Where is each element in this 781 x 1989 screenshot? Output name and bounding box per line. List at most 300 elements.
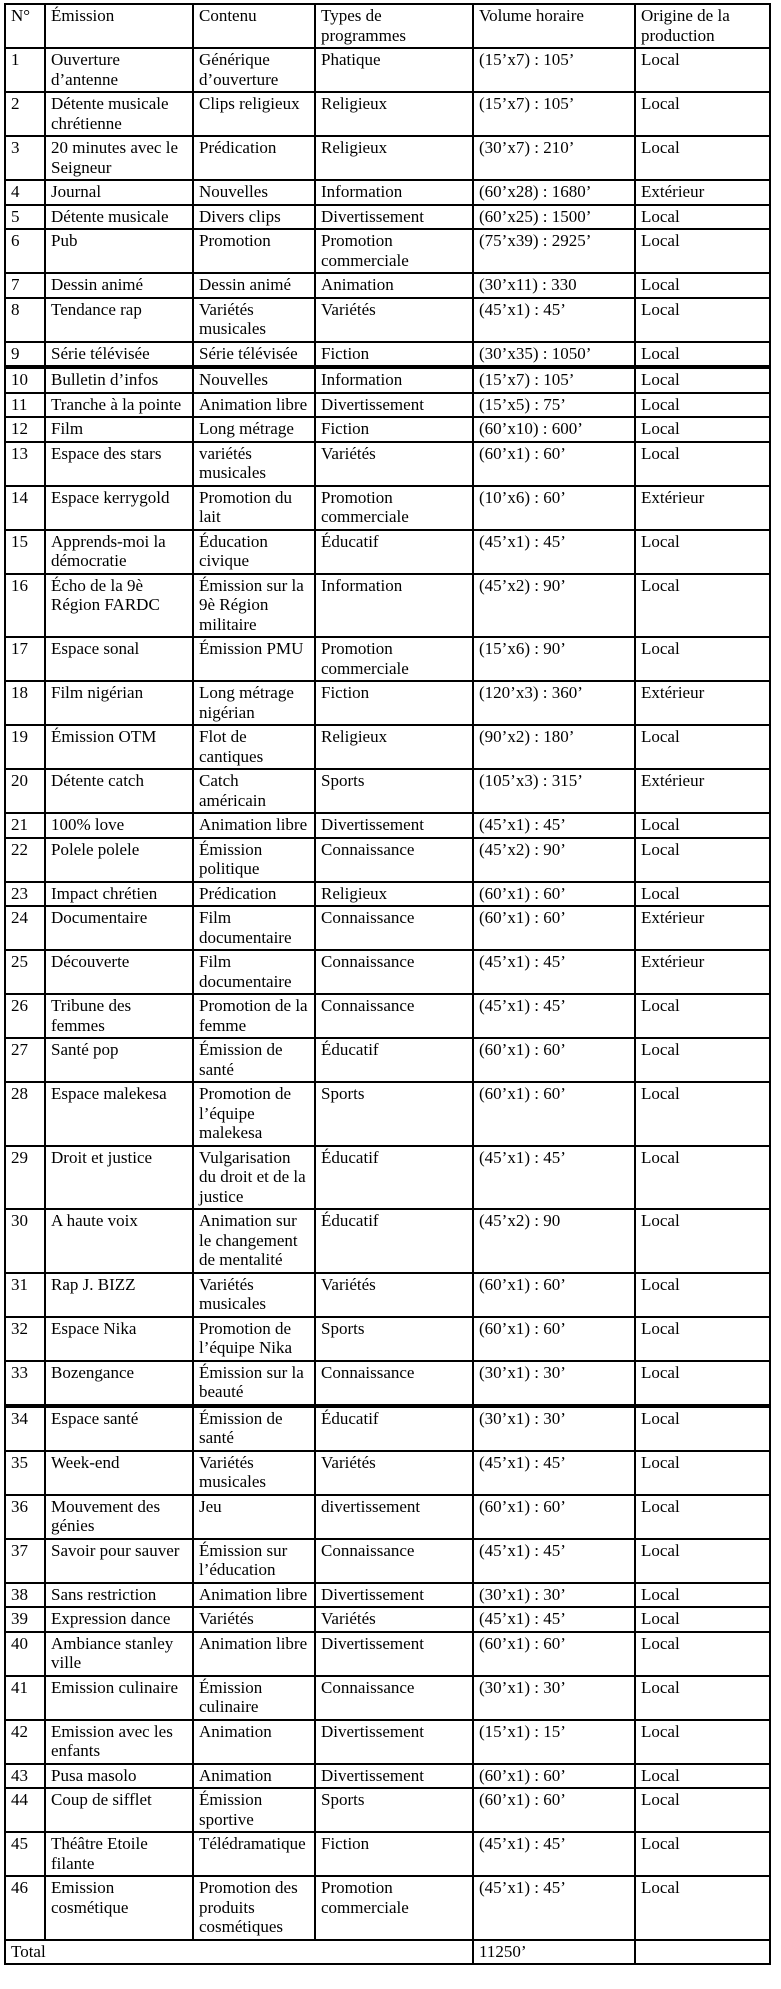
- origine-cell: Local: [635, 1876, 770, 1940]
- volume-cell: (75’x39) : 2925’: [473, 229, 635, 273]
- origine-cell: Local: [635, 1607, 770, 1632]
- num-cell: 9: [5, 342, 45, 368]
- volume-cell: (120’x3) : 360’: [473, 681, 635, 725]
- types-cell: Information: [315, 367, 473, 393]
- emission-cell: Théâtre Etoile filante: [45, 1832, 193, 1876]
- num-cell: 37: [5, 1539, 45, 1583]
- types-cell: Fiction: [315, 417, 473, 442]
- types-cell: Variétés: [315, 1607, 473, 1632]
- contenu-cell: Éducation civique: [193, 530, 315, 574]
- emission-cell: Emission avec les enfants: [45, 1720, 193, 1764]
- volume-cell: (60’x28) : 1680’: [473, 180, 635, 205]
- num-cell: 18: [5, 681, 45, 725]
- volume-cell: (60’x1) : 60’: [473, 1082, 635, 1146]
- table-row: [5, 1038, 770, 1082]
- origine-cell: Local: [635, 1539, 770, 1583]
- origine-cell: Local: [635, 417, 770, 442]
- emission-cell: Écho de la 9è Région FARDC: [45, 574, 193, 638]
- num-cell: 11: [5, 393, 45, 418]
- origine-cell: Local: [635, 813, 770, 838]
- contenu-cell: variétés musicales: [193, 442, 315, 486]
- contenu-cell: Émission sportive: [193, 1788, 315, 1832]
- table-header: [5, 4, 770, 48]
- volume-cell: (60’x25) : 1500’: [473, 205, 635, 230]
- emission-cell: A haute voix: [45, 1209, 193, 1273]
- table-row: [5, 92, 770, 136]
- volume-cell: (15’x5) : 75’: [473, 393, 635, 418]
- types-cell: Variétés: [315, 442, 473, 486]
- volume-cell: (45’x1) : 45’: [473, 1832, 635, 1876]
- num-cell: 13: [5, 442, 45, 486]
- emission-cell: Bozengance: [45, 1361, 193, 1406]
- num-cell: 42: [5, 1720, 45, 1764]
- volume-cell: (10’x6) : 60’: [473, 486, 635, 530]
- contenu-cell: Nouvelles: [193, 180, 315, 205]
- emission-cell: Tendance rap: [45, 298, 193, 342]
- table-row: [5, 882, 770, 907]
- table-row: [5, 1676, 770, 1720]
- num-cell: 45: [5, 1832, 45, 1876]
- volume-cell: (60’x1) : 60’: [473, 1788, 635, 1832]
- types-cell: Connaissance: [315, 1361, 473, 1406]
- emission-cell: Détente musicale chrétienne: [45, 92, 193, 136]
- table-row: [5, 637, 770, 681]
- table-row: [5, 574, 770, 638]
- contenu-cell: Émission de santé: [193, 1038, 315, 1082]
- contenu-cell: Animation sur le changement de mentalité: [193, 1209, 315, 1273]
- emission-cell: Espace Nika: [45, 1317, 193, 1361]
- volume-cell: (60’x1) : 60’: [473, 1632, 635, 1676]
- volume-cell: (15’x7) : 105’: [473, 367, 635, 393]
- types-cell: Connaissance: [315, 1676, 473, 1720]
- types-cell: divertissement: [315, 1495, 473, 1539]
- table-row: [5, 486, 770, 530]
- emission-cell: Impact chrétien: [45, 882, 193, 907]
- origine-cell: Local: [635, 1788, 770, 1832]
- table-row: [5, 1451, 770, 1495]
- emission-cell: Ouverture d’antenne: [45, 48, 193, 92]
- header-row: [5, 4, 770, 48]
- table-row: [5, 298, 770, 342]
- origine-cell: Local: [635, 1146, 770, 1210]
- num-cell: 35: [5, 1451, 45, 1495]
- origine-cell: Local: [635, 1209, 770, 1273]
- emission-cell: Journal: [45, 180, 193, 205]
- volume-cell: (90’x2) : 180’: [473, 725, 635, 769]
- emission-cell: Coup de sifflet: [45, 1788, 193, 1832]
- volume-cell: (60’x1) : 60’: [473, 442, 635, 486]
- types-cell: Phatique: [315, 48, 473, 92]
- volume-cell: (30’x1) : 30’: [473, 1676, 635, 1720]
- volume-cell: (45’x1) : 45’: [473, 1146, 635, 1210]
- emission-cell: Sans restriction: [45, 1583, 193, 1608]
- contenu-cell: Film documentaire: [193, 950, 315, 994]
- num-cell: 41: [5, 1676, 45, 1720]
- table-row: [5, 1788, 770, 1832]
- table-row: [5, 769, 770, 813]
- volume-cell: (30’x1) : 30’: [473, 1406, 635, 1451]
- contenu-cell: Jeu: [193, 1495, 315, 1539]
- num-cell: 43: [5, 1764, 45, 1789]
- table-row: [5, 417, 770, 442]
- emission-cell: Emission culinaire: [45, 1676, 193, 1720]
- num-cell: 3: [5, 136, 45, 180]
- table-row: [5, 1607, 770, 1632]
- header-emission: Émission: [45, 4, 193, 48]
- origine-cell: Local: [635, 1764, 770, 1789]
- types-cell: Promotion commerciale: [315, 637, 473, 681]
- contenu-cell: Variétés musicales: [193, 1451, 315, 1495]
- types-cell: Fiction: [315, 342, 473, 368]
- origine-cell: Local: [635, 1406, 770, 1451]
- num-cell: 28: [5, 1082, 45, 1146]
- emission-cell: Espace sonal: [45, 637, 193, 681]
- num-cell: 33: [5, 1361, 45, 1406]
- origine-cell: Local: [635, 205, 770, 230]
- table-row: [5, 1317, 770, 1361]
- table-row: [5, 229, 770, 273]
- origine-cell: Local: [635, 725, 770, 769]
- num-cell: 21: [5, 813, 45, 838]
- num-cell: 10: [5, 367, 45, 393]
- contenu-cell: Promotion des produits cosmétiques: [193, 1876, 315, 1940]
- num-cell: 19: [5, 725, 45, 769]
- origine-cell: Local: [635, 882, 770, 907]
- num-cell: 8: [5, 298, 45, 342]
- types-cell: Éducatif: [315, 1406, 473, 1451]
- volume-cell: (45’x2) : 90’: [473, 838, 635, 882]
- origine-cell: Local: [635, 1832, 770, 1876]
- num-cell: 16: [5, 574, 45, 638]
- table-row: [5, 1876, 770, 1940]
- volume-cell: (60’x1) : 60’: [473, 1273, 635, 1317]
- emission-cell: 100% love: [45, 813, 193, 838]
- num-cell: 34: [5, 1406, 45, 1451]
- origine-cell: Local: [635, 1038, 770, 1082]
- num-cell: 46: [5, 1876, 45, 1940]
- origine-cell: Local: [635, 1273, 770, 1317]
- table-row: [5, 813, 770, 838]
- num-cell: 17: [5, 637, 45, 681]
- emission-cell: Dessin animé: [45, 273, 193, 298]
- origine-cell: Local: [635, 1361, 770, 1406]
- emission-cell: Pub: [45, 229, 193, 273]
- num-cell: 39: [5, 1607, 45, 1632]
- contenu-cell: Clips religieux: [193, 92, 315, 136]
- origine-cell: Local: [635, 1317, 770, 1361]
- origine-cell: Local: [635, 273, 770, 298]
- contenu-cell: Animation: [193, 1720, 315, 1764]
- header-origine: Origine de la production: [635, 4, 770, 48]
- types-cell: Religieux: [315, 882, 473, 907]
- num-cell: 26: [5, 994, 45, 1038]
- volume-cell: (105’x3) : 315’: [473, 769, 635, 813]
- num-cell: 2: [5, 92, 45, 136]
- emission-cell: Expression dance: [45, 1607, 193, 1632]
- origine-cell: Local: [635, 637, 770, 681]
- num-cell: 5: [5, 205, 45, 230]
- origine-cell: Extérieur: [635, 769, 770, 813]
- table-row: [5, 136, 770, 180]
- emission-cell: Pusa masolo: [45, 1764, 193, 1789]
- contenu-cell: Flot de cantiques: [193, 725, 315, 769]
- types-cell: Religieux: [315, 136, 473, 180]
- contenu-cell: Catch américain: [193, 769, 315, 813]
- contenu-cell: Émission sur l’éducation: [193, 1539, 315, 1583]
- types-cell: Divertissement: [315, 393, 473, 418]
- volume-cell: (45’x1) : 45’: [473, 1607, 635, 1632]
- header-contenu: Contenu: [193, 4, 315, 48]
- types-cell: Fiction: [315, 681, 473, 725]
- types-cell: Connaissance: [315, 838, 473, 882]
- emission-cell: Bulletin d’infos: [45, 367, 193, 393]
- num-cell: 4: [5, 180, 45, 205]
- table-row: [5, 180, 770, 205]
- types-cell: Promotion commerciale: [315, 229, 473, 273]
- num-cell: 1: [5, 48, 45, 92]
- contenu-cell: Émission de santé: [193, 1406, 315, 1451]
- contenu-cell: Émission sur la beauté: [193, 1361, 315, 1406]
- num-cell: 23: [5, 882, 45, 907]
- emission-cell: Droit et justice: [45, 1146, 193, 1210]
- volume-cell: (45’x1) : 45’: [473, 1451, 635, 1495]
- num-cell: 7: [5, 273, 45, 298]
- volume-cell: (30’x7) : 210’: [473, 136, 635, 180]
- contenu-cell: Prédication: [193, 882, 315, 907]
- table-row: [5, 950, 770, 994]
- contenu-cell: Prédication: [193, 136, 315, 180]
- origine-cell: Local: [635, 838, 770, 882]
- contenu-cell: Promotion: [193, 229, 315, 273]
- origine-cell: Extérieur: [635, 180, 770, 205]
- table-row: [5, 725, 770, 769]
- origine-cell: Local: [635, 1082, 770, 1146]
- emission-cell: Tribune des femmes: [45, 994, 193, 1038]
- volume-cell: (30’x1) : 30’: [473, 1361, 635, 1406]
- volume-cell: (45’x1) : 45’: [473, 813, 635, 838]
- volume-cell: (45’x1) : 45’: [473, 1876, 635, 1940]
- contenu-cell: Divers clips: [193, 205, 315, 230]
- origine-cell: Local: [635, 342, 770, 368]
- volume-cell: (45’x1) : 45’: [473, 530, 635, 574]
- num-cell: 44: [5, 1788, 45, 1832]
- types-cell: Sports: [315, 1317, 473, 1361]
- table-row: [5, 442, 770, 486]
- emission-cell: Détente catch: [45, 769, 193, 813]
- contenu-cell: Promotion de la femme: [193, 994, 315, 1038]
- emission-cell: Film: [45, 417, 193, 442]
- types-cell: Éducatif: [315, 1146, 473, 1210]
- volume-cell: (45’x1) : 45’: [473, 298, 635, 342]
- emission-cell: Week-end: [45, 1451, 193, 1495]
- origine-cell: Extérieur: [635, 906, 770, 950]
- volume-cell: (60’x10) : 600’: [473, 417, 635, 442]
- num-cell: 20: [5, 769, 45, 813]
- origine-cell: Local: [635, 1676, 770, 1720]
- table-row: [5, 1832, 770, 1876]
- contenu-cell: Télédramatique: [193, 1832, 315, 1876]
- types-cell: Religieux: [315, 725, 473, 769]
- origine-cell: Local: [635, 1451, 770, 1495]
- types-cell: Divertissement: [315, 813, 473, 838]
- total-label-cell: Total: [5, 1940, 473, 1965]
- volume-cell: (45’x1) : 45’: [473, 950, 635, 994]
- table-footer: [5, 1940, 770, 1965]
- emission-cell: Film nigérian: [45, 681, 193, 725]
- origine-cell: Local: [635, 393, 770, 418]
- origine-cell: Extérieur: [635, 681, 770, 725]
- num-cell: 14: [5, 486, 45, 530]
- volume-cell: (45’x2) : 90’: [473, 574, 635, 638]
- origine-cell: Local: [635, 136, 770, 180]
- table-row: [5, 530, 770, 574]
- types-cell: Promotion commerciale: [315, 1876, 473, 1940]
- emission-cell: Santé pop: [45, 1038, 193, 1082]
- volume-cell: (45’x1) : 45’: [473, 994, 635, 1038]
- origine-cell: Local: [635, 1720, 770, 1764]
- num-cell: 36: [5, 1495, 45, 1539]
- types-cell: Divertissement: [315, 1764, 473, 1789]
- volume-cell: (60’x1) : 60’: [473, 882, 635, 907]
- table-row: [5, 1720, 770, 1764]
- types-cell: Divertissement: [315, 1720, 473, 1764]
- emission-cell: Espace des stars: [45, 442, 193, 486]
- emission-cell: Détente musicale: [45, 205, 193, 230]
- table-row: [5, 1764, 770, 1789]
- volume-cell: (15’x7) : 105’: [473, 48, 635, 92]
- origine-cell: Local: [635, 994, 770, 1038]
- table-row: [5, 393, 770, 418]
- table-row: [5, 681, 770, 725]
- origine-cell: Local: [635, 48, 770, 92]
- origine-cell: Local: [635, 1632, 770, 1676]
- contenu-cell: Long métrage: [193, 417, 315, 442]
- volume-cell: (60’x1) : 60’: [473, 1764, 635, 1789]
- emission-cell: Mouvement des génies: [45, 1495, 193, 1539]
- types-cell: Information: [315, 180, 473, 205]
- origine-cell: Local: [635, 298, 770, 342]
- table-row: [5, 48, 770, 92]
- table-row: [5, 273, 770, 298]
- types-cell: Éducatif: [315, 1038, 473, 1082]
- contenu-cell: Film documentaire: [193, 906, 315, 950]
- table-row: [5, 1539, 770, 1583]
- programs-table: [4, 3, 771, 1965]
- header-num: N°: [5, 4, 45, 48]
- contenu-cell: Promotion de l’équipe Nika: [193, 1317, 315, 1361]
- num-cell: 15: [5, 530, 45, 574]
- volume-cell: (45’x2) : 90: [473, 1209, 635, 1273]
- origine-cell: Local: [635, 442, 770, 486]
- volume-cell: (15’x7) : 105’: [473, 92, 635, 136]
- table-row: [5, 906, 770, 950]
- types-cell: Sports: [315, 1788, 473, 1832]
- contenu-cell: Animation libre: [193, 393, 315, 418]
- table-row: [5, 838, 770, 882]
- types-cell: Sports: [315, 1082, 473, 1146]
- types-cell: Variétés: [315, 1451, 473, 1495]
- types-cell: Variétés: [315, 1273, 473, 1317]
- contenu-cell: Émission politique: [193, 838, 315, 882]
- total-row: [5, 1940, 770, 1965]
- table-row: [5, 1209, 770, 1273]
- contenu-cell: Promotion du lait: [193, 486, 315, 530]
- types-cell: Religieux: [315, 92, 473, 136]
- volume-cell: (30’x1) : 30’: [473, 1583, 635, 1608]
- header-types: Types de programmes: [315, 4, 473, 48]
- contenu-cell: Animation libre: [193, 813, 315, 838]
- volume-cell: (15’x1) : 15’: [473, 1720, 635, 1764]
- types-cell: Éducatif: [315, 530, 473, 574]
- num-cell: 31: [5, 1273, 45, 1317]
- num-cell: 40: [5, 1632, 45, 1676]
- header-volume: Volume horaire: [473, 4, 635, 48]
- table-row: [5, 1632, 770, 1676]
- num-cell: 29: [5, 1146, 45, 1210]
- types-cell: Divertissement: [315, 205, 473, 230]
- emission-cell: Espace malekesa: [45, 1082, 193, 1146]
- num-cell: 12: [5, 417, 45, 442]
- emission-cell: Ambiance stanley ville: [45, 1632, 193, 1676]
- types-cell: Animation: [315, 273, 473, 298]
- contenu-cell: Dessin animé: [193, 273, 315, 298]
- table-row: [5, 1361, 770, 1406]
- volume-cell: (60’x1) : 60’: [473, 1495, 635, 1539]
- table-row: [5, 1495, 770, 1539]
- emission-cell: Émission OTM: [45, 725, 193, 769]
- contenu-cell: Nouvelles: [193, 367, 315, 393]
- origine-cell: Local: [635, 1583, 770, 1608]
- types-cell: Information: [315, 574, 473, 638]
- emission-cell: Documentaire: [45, 906, 193, 950]
- emission-cell: Apprends-moi la démocratie: [45, 530, 193, 574]
- emission-cell: Espace kerrygold: [45, 486, 193, 530]
- num-cell: 30: [5, 1209, 45, 1273]
- num-cell: 32: [5, 1317, 45, 1361]
- types-cell: Divertissement: [315, 1583, 473, 1608]
- volume-cell: (60’x1) : 60’: [473, 906, 635, 950]
- contenu-cell: Animation: [193, 1764, 315, 1789]
- table-row: [5, 342, 770, 368]
- volume-cell: (60’x1) : 60’: [473, 1317, 635, 1361]
- origine-cell: Extérieur: [635, 950, 770, 994]
- origine-cell: Local: [635, 92, 770, 136]
- contenu-cell: Variétés: [193, 1607, 315, 1632]
- contenu-cell: Vulgarisation du droit et de la justice: [193, 1146, 315, 1210]
- table-row: [5, 1583, 770, 1608]
- num-cell: 6: [5, 229, 45, 273]
- table-row: [5, 1273, 770, 1317]
- emission-cell: Polele polele: [45, 838, 193, 882]
- num-cell: 22: [5, 838, 45, 882]
- origine-cell: Local: [635, 574, 770, 638]
- total-volume-cell: 11250’: [473, 1940, 635, 1965]
- emission-cell: Emission cosmétique: [45, 1876, 193, 1940]
- emission-cell: 20 minutes avec le Seigneur: [45, 136, 193, 180]
- emission-cell: Série télévisée: [45, 342, 193, 368]
- contenu-cell: Série télévisée: [193, 342, 315, 368]
- emission-cell: Rap J. BIZZ: [45, 1273, 193, 1317]
- types-cell: Fiction: [315, 1832, 473, 1876]
- num-cell: 25: [5, 950, 45, 994]
- types-cell: Sports: [315, 769, 473, 813]
- volume-cell: (30’x35) : 1050’: [473, 342, 635, 368]
- total-origine-cell: [635, 1940, 770, 1965]
- types-cell: Connaissance: [315, 1539, 473, 1583]
- types-cell: Divertissement: [315, 1632, 473, 1676]
- types-cell: Promotion commerciale: [315, 486, 473, 530]
- types-cell: Éducatif: [315, 1209, 473, 1273]
